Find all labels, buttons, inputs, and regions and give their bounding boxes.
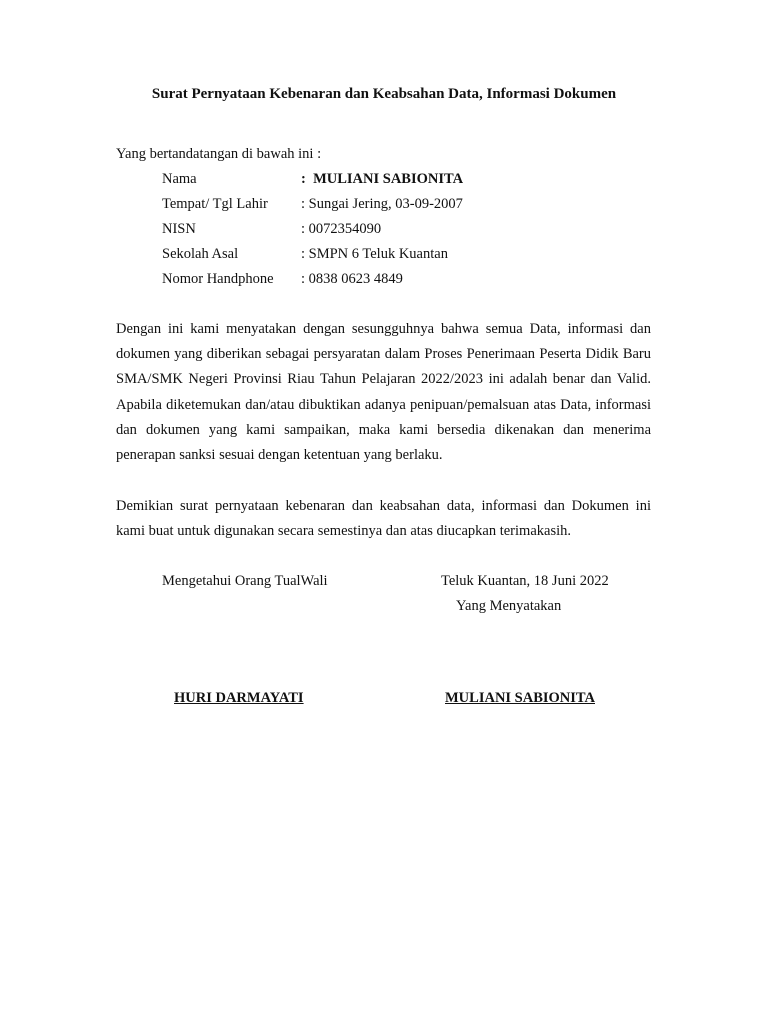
field-row-nisn (162, 221, 662, 243)
place-date: Teluk Kuantan, 18 Juni 2022 (441, 573, 609, 589)
parent-name: HURI DARMAYATI (174, 690, 304, 706)
field-row-nomor-handphone (162, 271, 662, 293)
document-title: Surat Pernyataan Kebenaran dan Keabsahan Data, Informasi Dokumen (151, 86, 617, 102)
field-value: : MULIANI SABIONITA (301, 171, 464, 187)
field-row-sekolah-asal (162, 246, 662, 268)
closing-paragraph: Demikian surat pernyataan kebenaran dan keabsahan data, informasi dan Dokumen ini kami buat untuk digunakan secara semestinya dan atas diucapkan terimakasih. (116, 498, 651, 540)
declarant-name: MULIANI SABIONITA (445, 690, 595, 706)
field-value: : Sungai Jering, 03-09-2007 (301, 196, 463, 212)
field-label: Nama (162, 171, 197, 187)
field-label: Sekolah Asal (162, 246, 239, 262)
declarant-signature-caption: Yang Menyatakan (456, 598, 562, 614)
field-row-nama (162, 171, 662, 193)
field-label: Tempat/ Tgl Lahir (162, 196, 268, 212)
parent-signature-caption: Mengetahui Orang TualWali (162, 573, 328, 589)
field-value: : SMPN 6 Teluk Kuantan (301, 246, 448, 262)
field-label: Nomor Handphone (162, 271, 274, 287)
statement-paragraph: Dengan ini kami menyatakan dengan sesungguhnya bahwa semua Data, informasi dan dokumen yang diberikan sebagai persyaratan dalam Proses Penerimaan Peserta Didik Baru SMA/SMK Negeri Provinsi Riau Tahun Pelajaran 2022/2023 ini adalah benar dan Valid. Apabila diketemukan dan/atau dibuktikan adanya penipuan/pemalsuan atas Data, informasi dan dokumen yang kami sampaikan, maka kami bersedia dikenakan dan menerima penerapan sanksi sesuai dengan ketentuan yang berlaku. (116, 321, 651, 464)
field-value: : 0072354090 (301, 221, 382, 237)
field-value: : 0838 0623 4849 (301, 271, 403, 287)
field-label: NISN (162, 221, 196, 237)
field-row-tempat-tgl-lahir (162, 196, 662, 218)
intro-text: Yang bertandatangan di bawah ini : (116, 146, 322, 162)
